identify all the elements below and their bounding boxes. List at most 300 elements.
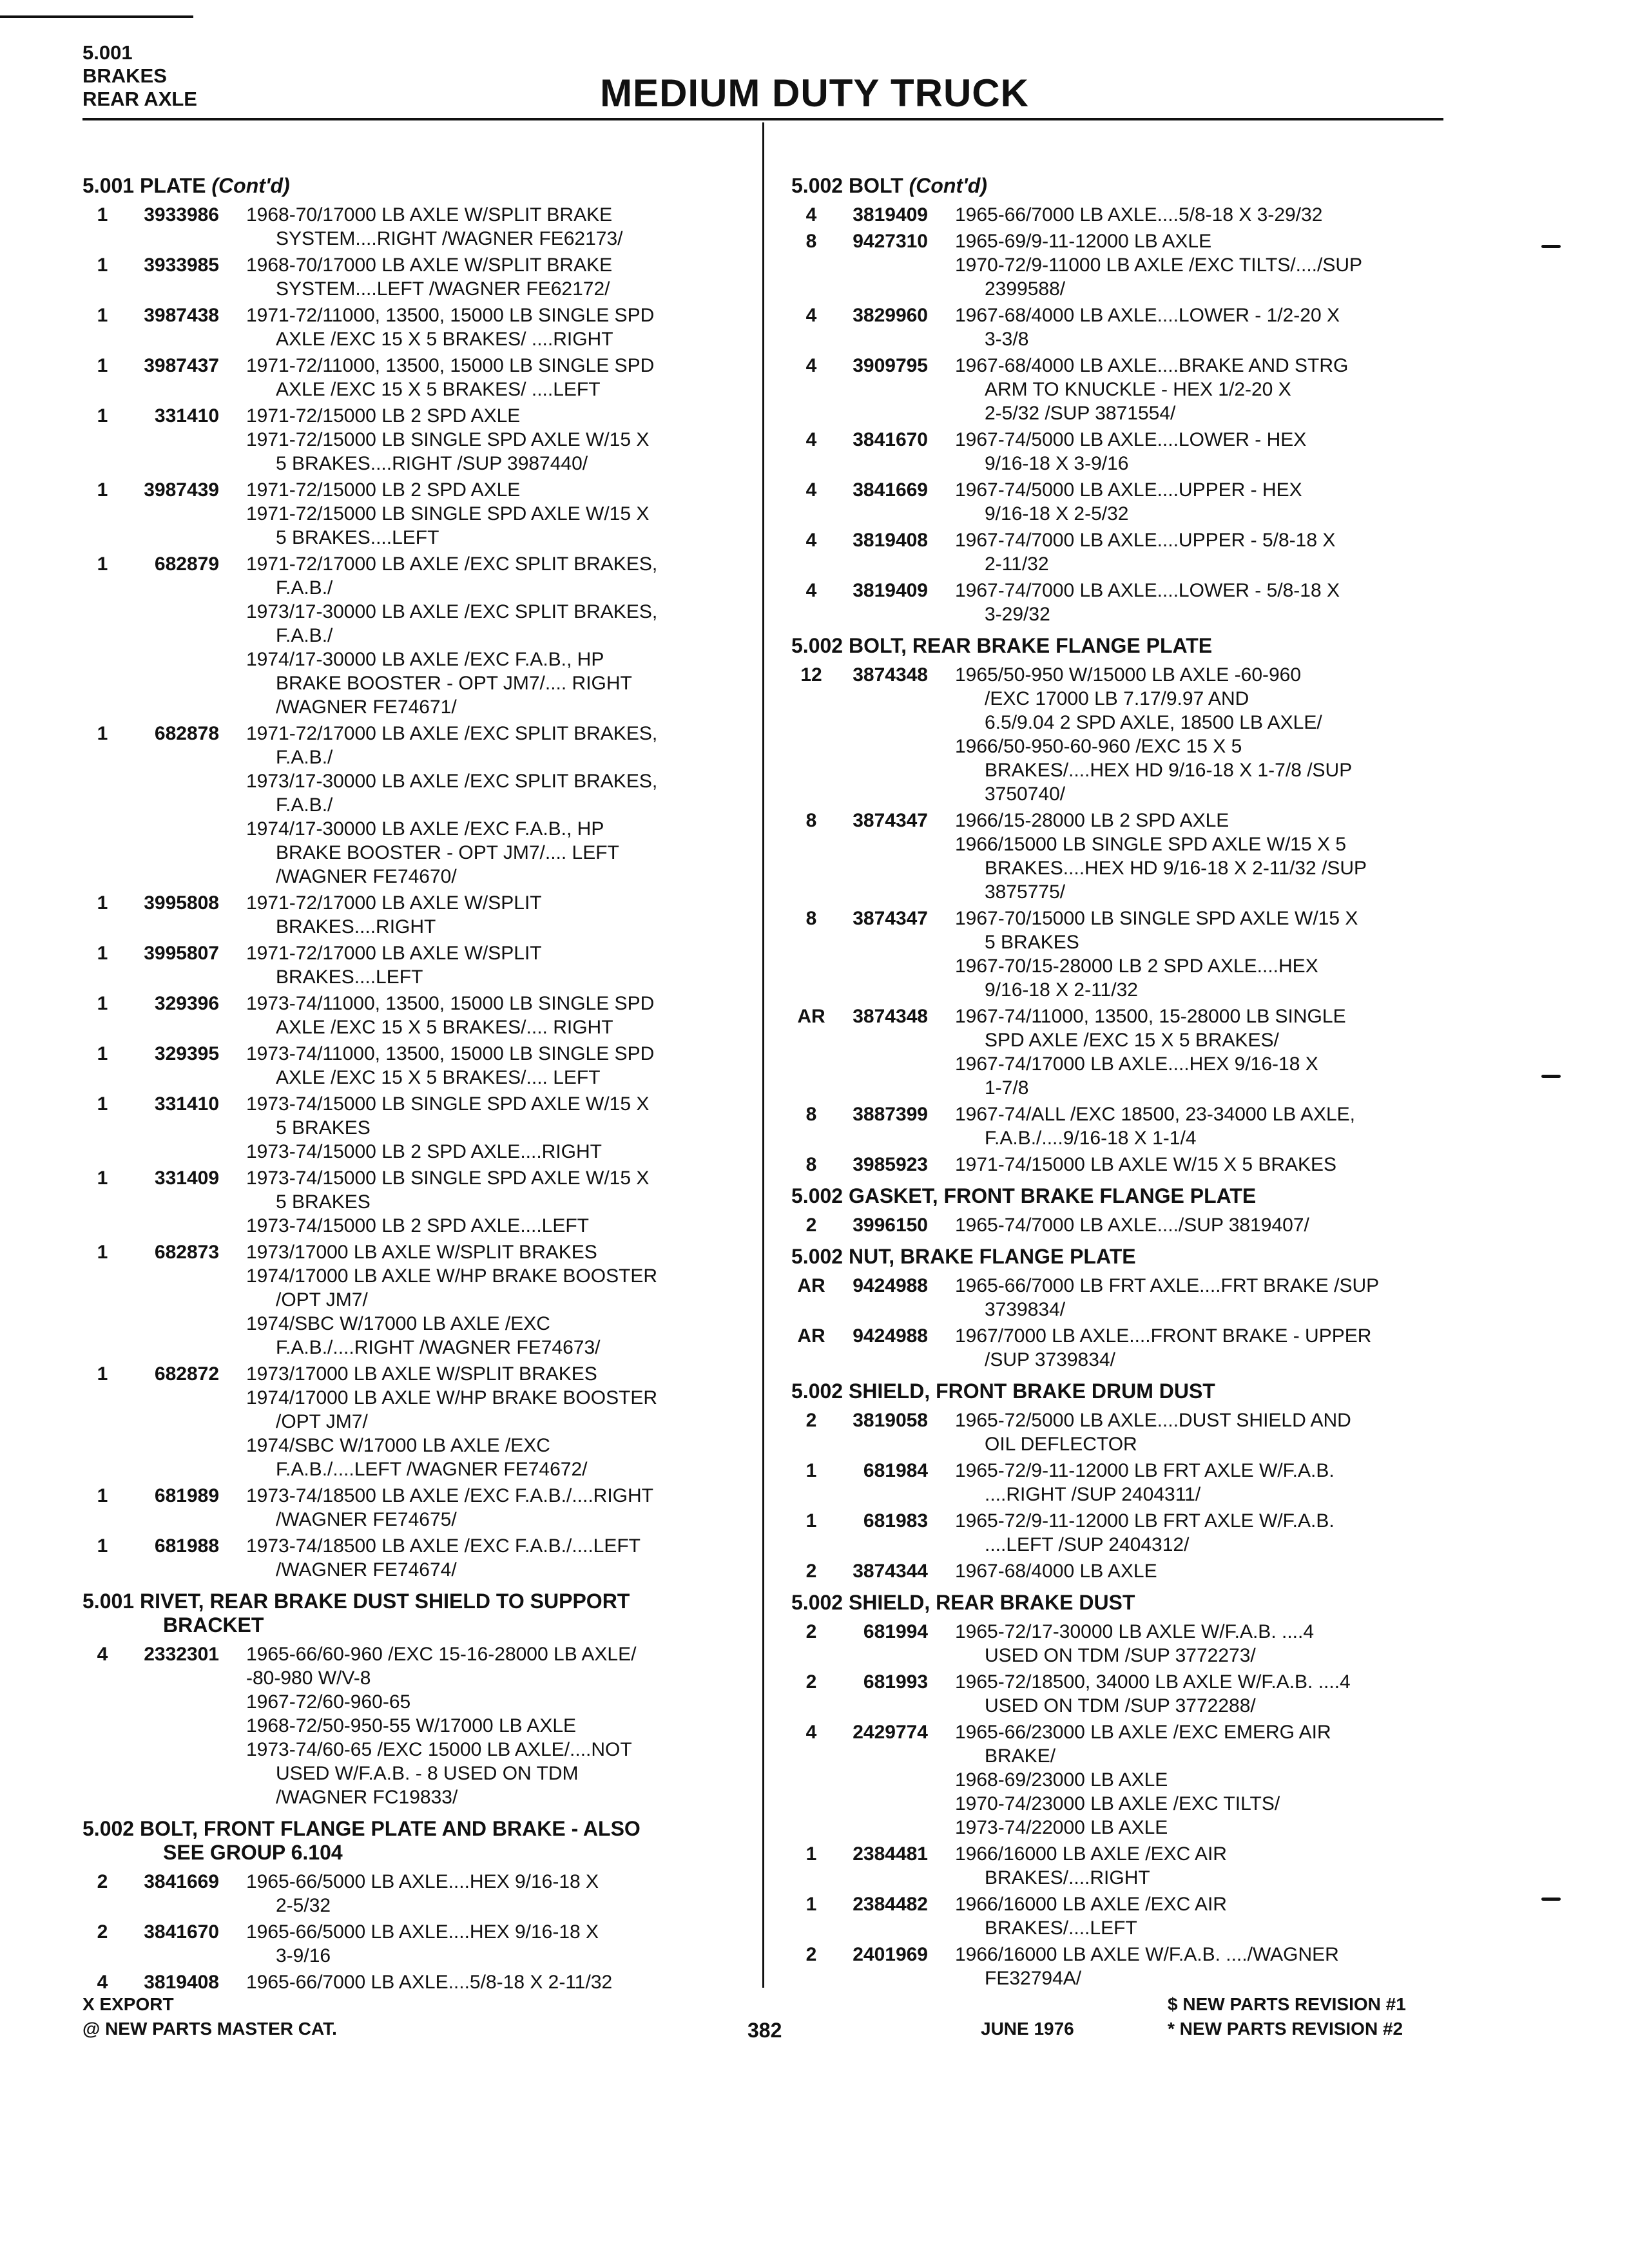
description-line: 3-29/32: [985, 604, 1050, 625]
part-number: 3987439: [144, 479, 219, 501]
part-description: [955, 1102, 1474, 1150]
part-quantity: 1: [97, 1242, 108, 1263]
part-description: [955, 1943, 1474, 1990]
description-line: /WAGNER FE74670/: [276, 866, 457, 887]
footer-revision-1: $ NEW PARTS REVISION #1: [1168, 1994, 1406, 2014]
description-line: BRAKES....RIGHT: [276, 916, 436, 937]
part-number: 329396: [154, 993, 219, 1014]
part-quantity: 1: [805, 1460, 817, 1481]
description-line: 1968-72/50-950-55 W/17000 LB AXLE: [246, 1715, 577, 1736]
description-line: 1966/16000 LB AXLE /EXC AIR: [955, 1843, 1227, 1865]
part-entry: [82, 1240, 746, 1360]
description-line: 1965-72/5000 LB AXLE....DUST SHIELD AND: [955, 1410, 1351, 1431]
description-line: 1971-74/15000 LB AXLE W/15 X 5 BRAKES: [955, 1154, 1337, 1175]
part-entry: [82, 722, 746, 889]
description-line: FE32794A/: [985, 1968, 1082, 1989]
part-description: [246, 203, 746, 251]
part-entry: [791, 907, 1474, 1002]
page-title: MEDIUM DUTY TRUCK: [600, 72, 1029, 115]
section-heading: [791, 1245, 1474, 1269]
part-description: [955, 1153, 1474, 1177]
part-number: 3819409: [853, 204, 928, 226]
description-line: 3739834/: [985, 1299, 1066, 1320]
part-description: [246, 404, 746, 476]
part-quantity: 1: [97, 255, 108, 276]
part-entry: [791, 428, 1474, 476]
description-line: 1966/15-28000 LB 2 SPD AXLE: [955, 810, 1229, 831]
part-entry: [82, 552, 746, 719]
description-line: ....RIGHT /SUP 2404311/: [985, 1484, 1201, 1505]
part-quantity: 1: [97, 204, 108, 226]
description-line: 1965-66/5000 LB AXLE....HEX 9/16-18 X: [246, 1871, 599, 1892]
description-line: SPD AXLE /EXC 15 X 5 BRAKES/: [985, 1030, 1279, 1051]
description-line: BRAKES....HEX HD 9/16-18 X 2-11/32 /SUP: [985, 858, 1367, 879]
part-quantity: 2: [805, 1671, 817, 1693]
section-heading-contd: (Cont'd): [211, 174, 290, 197]
part-quantity: 1: [97, 1363, 108, 1385]
description-line: 9/16-18 X 3-9/16: [985, 453, 1129, 474]
part-description: [246, 941, 746, 989]
description-line: 1973-74/15000 LB 2 SPD AXLE....RIGHT: [246, 1141, 602, 1162]
part-entry: [82, 941, 746, 989]
description-line: 1967-74/5000 LB AXLE....LOWER - HEX: [955, 429, 1307, 450]
part-entry: [791, 1213, 1474, 1237]
section-heading-label: 5.002 BOLT: [791, 174, 903, 197]
part-description: [955, 1842, 1474, 1890]
part-number: 3819408: [853, 530, 928, 551]
part-quantity: AR: [797, 1006, 825, 1027]
description-line: AXLE /EXC 15 X 5 BRAKES/.... RIGHT: [276, 1017, 613, 1038]
description-line: ....LEFT /SUP 2404312/: [985, 1534, 1190, 1555]
part-number: 2384482: [853, 1894, 928, 1915]
part-entry: [791, 1004, 1474, 1100]
part-entry: [791, 1324, 1474, 1372]
description-line: 1965-69/9-11-12000 LB AXLE: [955, 231, 1212, 252]
part-entry: [791, 1842, 1474, 1890]
part-quantity: 4: [97, 1644, 108, 1665]
column-divider: [762, 122, 764, 1988]
right-column: [791, 166, 1474, 1993]
part-number: 3996150: [853, 1215, 928, 1236]
description-line: 1967-74/ALL /EXC 18500, 23-34000 LB AXLE,: [955, 1104, 1356, 1125]
part-entry: [82, 1642, 746, 1809]
part-entry: [82, 1484, 746, 1532]
description-line: 1966/16000 LB AXLE /EXC AIR: [955, 1894, 1227, 1915]
part-entry: [791, 528, 1474, 576]
part-quantity: 1: [97, 993, 108, 1014]
description-line: 1-7/8: [985, 1077, 1029, 1099]
part-number: 9427310: [853, 231, 928, 252]
part-quantity: 1: [97, 1093, 108, 1115]
part-quantity: 4: [805, 580, 817, 601]
part-description: [246, 354, 746, 401]
description-line: BRAKES/....RIGHT: [985, 1867, 1150, 1888]
description-line: /WAGNER FE74675/: [276, 1509, 457, 1530]
part-quantity: 1: [97, 553, 108, 575]
part-number: 2401969: [853, 1944, 928, 1965]
part-description: [246, 1870, 746, 1917]
part-number: 2429774: [853, 1722, 928, 1743]
part-description: [246, 1166, 746, 1238]
description-line: F.A.B./: [276, 577, 333, 599]
description-line: BRAKES/....HEX HD 9/16-18 X 1-7/8 /SUP: [985, 760, 1353, 781]
part-quantity: 2: [97, 1921, 108, 1943]
part-number: 682878: [154, 723, 219, 744]
description-line: 1966/50-950-60-960 /EXC 15 X 5: [955, 736, 1242, 757]
part-entry: [82, 1092, 746, 1164]
part-number: 2332301: [144, 1644, 219, 1665]
part-quantity: 4: [97, 1972, 108, 1993]
part-number: 3874348: [853, 1006, 928, 1027]
part-entry: [82, 1970, 746, 1994]
part-number: 3985923: [853, 1154, 928, 1175]
part-quantity: 8: [805, 1104, 817, 1125]
section-heading-continuation: SEE GROUP 6.104: [163, 1841, 343, 1864]
part-entry: [82, 1534, 746, 1582]
part-number: 331410: [154, 405, 219, 427]
description-line: 1967-74/7000 LB AXLE....UPPER - 5/8-18 X: [955, 530, 1336, 551]
description-line: 5 BRAKES: [276, 1191, 371, 1213]
part-number: 2384481: [853, 1843, 928, 1865]
part-description: [246, 478, 746, 550]
description-line: 1965/50-950 W/15000 LB AXLE -60-960: [955, 664, 1302, 686]
part-quantity: 1: [805, 1510, 817, 1532]
part-number: 3874344: [853, 1561, 928, 1582]
part-quantity: 4: [805, 1722, 817, 1743]
description-line: /OPT JM7/: [276, 1411, 368, 1432]
section-heading: [791, 1184, 1474, 1208]
part-quantity: 4: [805, 530, 817, 551]
description-line: F.A.B./: [276, 747, 333, 768]
description-line: 1970-72/9-11000 LB AXLE /EXC TILTS/..../SUP: [955, 255, 1363, 276]
part-entry: [82, 891, 746, 939]
description-line: 5 BRAKES....LEFT: [276, 527, 439, 548]
part-description: [955, 478, 1474, 526]
description-line: 1973-74/60-65 /EXC 15000 LB AXLE/....NOT: [246, 1739, 632, 1760]
part-description: [955, 907, 1474, 1002]
description-line: 1973-74/15000 LB 2 SPD AXLE....LEFT: [246, 1215, 590, 1236]
footer-date: JUNE 1976: [981, 2019, 1074, 2039]
description-line: 1973/17-30000 LB AXLE /EXC SPLIT BRAKES,: [246, 771, 658, 792]
section-heading-label: 5.001 PLATE: [82, 174, 206, 197]
section-heading: [791, 174, 1474, 198]
description-line: 1967-74/5000 LB AXLE....UPPER - HEX: [955, 479, 1302, 501]
description-line: 1971-72/17000 LB AXLE /EXC SPLIT BRAKES,: [246, 723, 658, 744]
description-line: 2-5/32 /SUP 3871554/: [985, 403, 1176, 424]
part-description: [955, 354, 1474, 425]
part-quantity: 1: [97, 723, 108, 744]
description-line: USED ON TDM /SUP 3772273/: [985, 1645, 1256, 1666]
part-entry: [791, 1102, 1474, 1150]
part-entry: [82, 354, 746, 401]
description-line: 1974/SBC W/17000 LB AXLE /EXC: [246, 1435, 550, 1456]
section-heading-label: 5.001 RIVET, REAR BRAKE DUST SHIELD TO SUPPORT: [82, 1590, 630, 1613]
part-description: [246, 1642, 746, 1809]
description-line: AXLE /EXC 15 X 5 BRAKES/.... LEFT: [276, 1067, 601, 1088]
part-number: 3829960: [853, 305, 928, 326]
part-description: [246, 1970, 746, 1994]
footer-revision-2: * NEW PARTS REVISION #2: [1168, 2019, 1403, 2039]
description-line: 1971-72/17000 LB AXLE /EXC SPLIT BRAKES,: [246, 553, 658, 575]
section-heading: [82, 1590, 746, 1637]
part-quantity: 2: [805, 1944, 817, 1965]
description-line: 2-5/32: [276, 1895, 331, 1916]
description-line: 1965-66/60-960 /EXC 15-16-28000 LB AXLE/: [246, 1644, 637, 1665]
part-entry: [82, 203, 746, 251]
part-number: 3995808: [144, 892, 219, 914]
description-line: 1971-72/15000 LB 2 SPD AXLE: [246, 405, 521, 427]
description-line: 1967/7000 LB AXLE....FRONT BRAKE - UPPER: [955, 1325, 1372, 1347]
part-entry: [791, 303, 1474, 351]
part-description: [246, 1240, 746, 1360]
description-line: 1973-74/11000, 13500, 15000 LB SINGLE SPD: [246, 993, 655, 1014]
part-entry: [82, 1166, 746, 1238]
part-description: [246, 303, 746, 351]
page-number: 382: [747, 2019, 782, 2042]
part-description: [246, 1920, 746, 1968]
description-line: AXLE /EXC 15 X 5 BRAKES/ ....RIGHT: [276, 329, 613, 350]
header-group: BRAKES: [82, 64, 167, 87]
description-line: 1965-74/7000 LB AXLE..../SUP 3819407/: [955, 1215, 1309, 1236]
part-quantity: 1: [97, 355, 108, 376]
part-number: 681984: [863, 1460, 928, 1481]
description-line: -80-980 W/V-8: [246, 1667, 371, 1689]
description-line: 5 BRAKES: [985, 932, 1079, 953]
part-entry: [791, 663, 1474, 806]
part-description: [955, 303, 1474, 351]
part-description: [246, 1362, 746, 1481]
part-entry: [82, 1362, 746, 1481]
part-description: [955, 1274, 1474, 1321]
margin-tick-mark: [1541, 1898, 1561, 1901]
part-quantity: 8: [805, 810, 817, 831]
description-line: F.A.B./....9/16-18 X 1-1/4: [985, 1128, 1197, 1149]
part-number: 3933985: [144, 255, 219, 276]
part-entry: [791, 809, 1474, 904]
description-line: 1973-74/22000 LB AXLE: [955, 1817, 1168, 1838]
part-description: [246, 1042, 746, 1090]
part-description: [955, 203, 1474, 227]
part-number: 3819408: [144, 1972, 219, 1993]
part-entry: [791, 579, 1474, 626]
description-line: 1968-70/17000 LB AXLE W/SPLIT BRAKE: [246, 255, 613, 276]
description-line: 1973-74/15000 LB SINGLE SPD AXLE W/15 X: [246, 1168, 650, 1189]
part-entry: [82, 1042, 746, 1090]
part-quantity: 2: [805, 1215, 817, 1236]
part-entry: [791, 478, 1474, 526]
part-entry: [82, 478, 746, 550]
part-entry: [791, 1559, 1474, 1583]
part-number: 682879: [154, 553, 219, 575]
header-rule: [82, 118, 1443, 120]
part-number: 3887399: [853, 1104, 928, 1125]
part-number: 682872: [154, 1363, 219, 1385]
part-entry: [82, 303, 746, 351]
description-line: 1967-70/15-28000 LB 2 SPD AXLE....HEX: [955, 956, 1318, 977]
part-number: 3819409: [853, 580, 928, 601]
description-line: 1967-74/11000, 13500, 15-28000 LB SINGLE: [955, 1006, 1346, 1027]
section-heading-label: 5.002 NUT, BRAKE FLANGE PLATE: [791, 1245, 1136, 1268]
description-line: 1965-72/9-11-12000 LB FRT AXLE W/F.A.B.: [955, 1460, 1335, 1481]
description-line: 1965-66/7000 LB FRT AXLE....FRT BRAKE /SUP: [955, 1275, 1380, 1296]
section-heading: [82, 174, 746, 198]
description-line: 1965-66/7000 LB AXLE....5/8-18 X 3-29/32: [955, 204, 1323, 226]
part-description: [955, 579, 1474, 626]
part-entry: [791, 1274, 1474, 1321]
part-description: [955, 663, 1474, 806]
description-line: SYSTEM....RIGHT /WAGNER FE62173/: [276, 228, 623, 249]
part-number: 3995807: [144, 943, 219, 964]
footer-export-note: X EXPORT: [82, 1994, 174, 2014]
margin-tick-mark: [1541, 245, 1561, 248]
part-quantity: 8: [805, 908, 817, 929]
section-heading-label: 5.002 GASKET, FRONT BRAKE FLANGE PLATE: [791, 1184, 1257, 1207]
description-line: F.A.B./: [276, 794, 333, 816]
description-line: 2-11/32: [985, 553, 1049, 575]
description-line: 1967-70/15000 LB SINGLE SPD AXLE W/15 X: [955, 908, 1358, 929]
part-number: 3874347: [853, 810, 928, 831]
description-line: 1970-74/23000 LB AXLE /EXC TILTS/: [955, 1793, 1280, 1814]
part-entry: [82, 992, 746, 1039]
section-heading-contd: (Cont'd): [909, 174, 987, 197]
part-entry: [791, 1943, 1474, 1990]
part-quantity: 2: [97, 1871, 108, 1892]
description-line: 2399588/: [985, 278, 1066, 300]
description-line: F.A.B./....LEFT /WAGNER FE74672/: [276, 1459, 588, 1480]
part-description: [955, 1720, 1474, 1840]
part-description: [246, 253, 746, 301]
part-quantity: AR: [797, 1325, 825, 1347]
section-heading: [791, 1591, 1474, 1615]
description-line: 1965-72/17-30000 LB AXLE W/F.A.B. ....4: [955, 1621, 1315, 1642]
part-number: 3933986: [144, 204, 219, 226]
description-line: 3-9/16: [276, 1945, 331, 1966]
header-section-number: 5.001: [82, 41, 133, 64]
part-quantity: 4: [805, 355, 817, 376]
part-number: 682873: [154, 1242, 219, 1263]
part-description: [246, 1092, 746, 1164]
part-description: [955, 1004, 1474, 1100]
description-line: 1974/17-30000 LB AXLE /EXC F.A.B., HP: [246, 649, 604, 670]
description-line: 1965-72/18500, 34000 LB AXLE W/F.A.B. ....4: [955, 1671, 1351, 1693]
part-description: [955, 1459, 1474, 1506]
description-line: 9/16-18 X 2-5/32: [985, 503, 1129, 524]
description-line: 1967-74/7000 LB AXLE....LOWER - 5/8-18 X: [955, 580, 1340, 601]
part-description: [246, 992, 746, 1039]
part-quantity: 1: [97, 1485, 108, 1506]
part-entry: [791, 1620, 1474, 1667]
section-heading-label: 5.002 BOLT, REAR BRAKE FLANGE PLATE: [791, 634, 1213, 657]
part-quantity: 1: [97, 1168, 108, 1189]
part-quantity: 4: [805, 204, 817, 226]
top-corner-rule: [0, 15, 193, 18]
description-line: 6.5/9.04 2 SPD AXLE, 18500 LB AXLE/: [985, 712, 1322, 733]
part-entry: [791, 203, 1474, 227]
part-description: [246, 552, 746, 719]
part-number: 3841670: [853, 429, 928, 450]
section-heading: [791, 1379, 1474, 1403]
description-line: 1974/17-30000 LB AXLE /EXC F.A.B., HP: [246, 818, 604, 840]
part-quantity: 2: [805, 1561, 817, 1582]
description-line: /SUP 3739834/: [985, 1349, 1115, 1370]
part-number: 681983: [863, 1510, 928, 1532]
part-number: 681993: [863, 1671, 928, 1693]
part-number: 681988: [154, 1535, 219, 1557]
part-number: 3819058: [853, 1410, 928, 1431]
part-quantity: 2: [805, 1410, 817, 1431]
part-description: [955, 1559, 1474, 1583]
part-quantity: 1: [97, 1043, 108, 1064]
part-quantity: 4: [805, 305, 817, 326]
description-line: ARM TO KNUCKLE - HEX 1/2-20 X: [985, 379, 1291, 400]
description-line: 1965-66/23000 LB AXLE /EXC EMERG AIR: [955, 1722, 1331, 1743]
section-heading: [791, 634, 1474, 658]
part-description: [955, 1324, 1474, 1372]
part-quantity: 1: [97, 892, 108, 914]
part-quantity: 1: [97, 943, 108, 964]
description-line: 1973/17000 LB AXLE W/SPLIT BRAKES: [246, 1363, 597, 1385]
description-line: 1965-66/7000 LB AXLE....5/8-18 X 2-11/32: [246, 1972, 613, 1993]
section-heading-continuation: BRACKET: [163, 1613, 264, 1637]
margin-tick-mark: [1541, 1075, 1561, 1078]
description-line: /WAGNER FE74671/: [276, 697, 457, 718]
part-description: [246, 722, 746, 889]
part-entry: [82, 253, 746, 301]
section-heading-label: 5.002 SHIELD, REAR BRAKE DUST: [791, 1591, 1135, 1614]
description-line: 1971-72/15000 LB SINGLE SPD AXLE W/15 X: [246, 503, 650, 524]
part-number: 3841670: [144, 1921, 219, 1943]
part-description: [955, 1213, 1474, 1237]
part-quantity: 2: [805, 1621, 817, 1642]
part-number: 329395: [154, 1043, 219, 1064]
part-quantity: 1: [97, 1535, 108, 1557]
part-quantity: 12: [800, 664, 822, 686]
description-line: 1967-68/4000 LB AXLE....BRAKE AND STRG: [955, 355, 1349, 376]
part-quantity: 1: [97, 305, 108, 326]
description-line: 1967-74/17000 LB AXLE....HEX 9/16-18 X: [955, 1053, 1318, 1075]
part-number: 3874348: [853, 664, 928, 686]
description-line: F.A.B./: [276, 625, 333, 646]
description-line: BRAKE BOOSTER - OPT JM7/.... LEFT: [276, 842, 619, 863]
description-line: 1966/16000 LB AXLE W/F.A.B. ..../WAGNER: [955, 1944, 1339, 1965]
description-line: 3750740/: [985, 783, 1066, 805]
description-line: 1971-72/11000, 13500, 15000 LB SINGLE SPD: [246, 355, 655, 376]
description-line: 1973-74/15000 LB SINGLE SPD AXLE W/15 X: [246, 1093, 650, 1115]
part-description: [955, 528, 1474, 576]
part-description: [246, 1484, 746, 1532]
part-quantity: 1: [97, 405, 108, 427]
description-line: 1974/17000 LB AXLE W/HP BRAKE BOOSTER: [246, 1265, 658, 1287]
description-line: 1965-72/9-11-12000 LB FRT AXLE W/F.A.B.: [955, 1510, 1335, 1532]
part-quantity: 8: [805, 1154, 817, 1175]
part-entry: [791, 1153, 1474, 1177]
part-number: 681989: [154, 1485, 219, 1506]
description-line: F.A.B./....RIGHT /WAGNER FE74673/: [276, 1337, 601, 1358]
part-entry: [791, 1408, 1474, 1456]
description-line: 1967-68/4000 LB AXLE: [955, 1561, 1157, 1582]
part-entry: [791, 1670, 1474, 1718]
part-entry: [791, 1720, 1474, 1840]
description-line: 5 BRAKES....RIGHT /SUP 3987440/: [276, 453, 588, 474]
part-number: 681994: [863, 1621, 928, 1642]
description-line: /EXC 17000 LB 7.17/9.97 AND: [985, 688, 1249, 709]
part-entry: [791, 1509, 1474, 1557]
part-entry: [82, 404, 746, 476]
description-line: 1967-72/60-960-65: [246, 1691, 411, 1713]
part-description: [955, 809, 1474, 904]
description-line: 1965-66/5000 LB AXLE....HEX 9/16-18 X: [246, 1921, 599, 1943]
description-line: USED W/F.A.B. - 8 USED ON TDM: [276, 1763, 579, 1784]
